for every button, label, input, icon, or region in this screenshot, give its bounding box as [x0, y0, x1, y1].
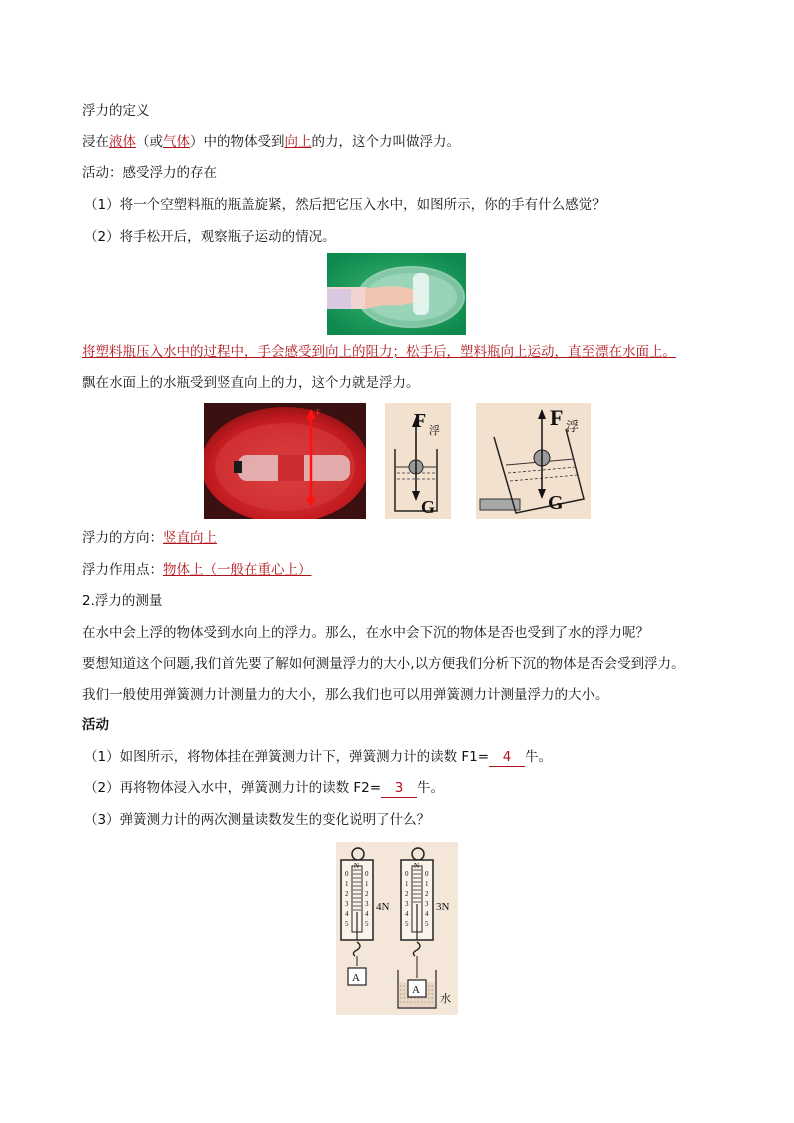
scale-tick-1-1: 1	[365, 880, 369, 888]
scale-tick-2-2: 2	[405, 890, 409, 898]
scale-tick-0-1: 0	[365, 870, 369, 878]
measure-step-2	[84, 779, 444, 798]
f1-reading: 4	[489, 748, 525, 767]
question-line-2: 要想知道这个问题,我们首先要了解如何测量浮力的大小,以方便我们分析下沉的物体是否会受到浮力。	[82, 656, 685, 672]
diagram-force-beaker	[385, 403, 451, 519]
activity-heading: 活动	[82, 717, 109, 733]
scale-tick-3-1: 3	[365, 900, 369, 908]
measure-step-1	[84, 748, 552, 767]
buoyant-force-label: F	[414, 410, 427, 432]
scale-tick-2-1: 2	[365, 890, 369, 898]
tilted-buoyant-subscript: 浮	[566, 420, 580, 435]
scale-tick-1-3: 1	[425, 880, 429, 888]
step1-text: （1）如图所示，将物体挂在弹簧测力计下，弹簧测力计的读数 F1=	[84, 749, 490, 765]
gravity-label: G	[421, 497, 436, 517]
right-object-label: A	[412, 984, 420, 996]
float-statement: 飘在水面上的水瓶受到竖直向上的力，这个力就是浮力。	[82, 375, 420, 391]
scale-tick-0-0: 0	[345, 870, 349, 878]
tilted-buoyant-force-label: F	[550, 405, 564, 430]
step1-unit: 牛。	[525, 749, 553, 765]
definition-part-4: 的力，这个力叫做浮力。	[311, 134, 460, 150]
direction-value: 竖直向上	[163, 530, 217, 546]
scale-tick-4-2: 4	[405, 910, 409, 918]
scale-tick-4-3: 4	[425, 910, 429, 918]
spring-scale-figure	[336, 842, 458, 1015]
photo-f-label: F	[316, 408, 321, 417]
point-label: 浮力作用点：	[82, 562, 163, 578]
keyword-liquid: 液体	[109, 134, 136, 150]
left-object-label: A	[352, 972, 360, 984]
scale-tick-5-2: 5	[405, 920, 409, 928]
activity-title: 活动：感受浮力的存在	[82, 165, 217, 181]
right-unit-label: N	[414, 862, 420, 870]
scale-tick-5-3: 5	[425, 920, 429, 928]
scale-tick-2-3: 2	[425, 890, 429, 898]
scale-tick-1-2: 1	[405, 880, 409, 888]
buoyancy-point-line	[82, 561, 312, 579]
keyword-upward: 向上	[284, 134, 312, 150]
definition-part-3: ）中的物体受到	[190, 134, 285, 150]
water-label: 水	[440, 992, 451, 1005]
direction-label: 浮力的方向：	[82, 530, 163, 546]
scale-tick-0-2: 0	[405, 870, 409, 878]
scale-tick-3-0: 3	[345, 900, 349, 908]
buoyancy-direction-line	[82, 529, 217, 547]
section-title-measurement: 2.浮力的测量	[82, 593, 163, 609]
activity-step-2: （2）将手松开后，观察瓶子运动的情况。	[84, 229, 336, 245]
scale-tick-5-1: 5	[365, 920, 369, 928]
left-reading-label: 4N	[376, 901, 390, 913]
buoyant-subscript: 浮	[429, 424, 440, 437]
scale-tick-3-3: 3	[425, 900, 429, 908]
diagram-tilted-beaker	[476, 403, 591, 519]
question-line-3: 我们一般使用弹簧测力计测量力的大小，那么我们也可以用弹簧测力计测量浮力的大小。	[82, 687, 609, 703]
tilted-gravity-label: G	[548, 492, 564, 514]
right-reading-label: 3N	[436, 901, 450, 913]
keyword-gas: 气体	[163, 134, 190, 150]
question-line-1: 在水中会上浮的物体受到水向上的浮力。那么，在水中会下沉的物体是否也受到了水的浮力呢？	[82, 625, 649, 641]
scale-tick-4-0: 4	[345, 910, 349, 918]
photo-hand-pressing-bottle	[327, 253, 466, 335]
definition-part-1: 浸在	[82, 134, 109, 150]
definition-part-2: （或	[136, 134, 163, 150]
definition-line	[82, 133, 460, 151]
point-value: 物体上（一般在重心上）	[163, 562, 312, 578]
activity-step-1: （1）将一个空塑料瓶的瓶盖旋紧，然后把它压入水中，如图所示，你的手有什么感觉？	[84, 197, 606, 213]
section-title-buoyancy-definition: 浮力的定义	[82, 103, 150, 119]
f2-reading: 3	[381, 779, 417, 798]
scale-tick-1-0: 1	[345, 880, 349, 888]
scale-tick-5-0: 5	[345, 920, 349, 928]
measure-step-3: （3）弹簧测力计的两次测量读数发生的变化说明了什么？	[84, 812, 431, 828]
left-unit-label: N	[354, 862, 360, 870]
scale-tick-2-0: 2	[345, 890, 349, 898]
scale-tick-3-2: 3	[405, 900, 409, 908]
answer-text: 将塑料瓶压入水中的过程中，手会感受到向上的阻力；松手后，塑料瓶向上运动，直至漂在水面上。	[82, 344, 676, 360]
step2-unit: 牛。	[417, 780, 445, 796]
scale-tick-0-3: 0	[425, 870, 429, 878]
photo-floating-bottle	[204, 403, 366, 519]
scale-tick-4-1: 4	[365, 910, 369, 918]
step2-text: （2）再将物体浸入水中，弹簧测力计的读数 F2=	[84, 780, 382, 796]
